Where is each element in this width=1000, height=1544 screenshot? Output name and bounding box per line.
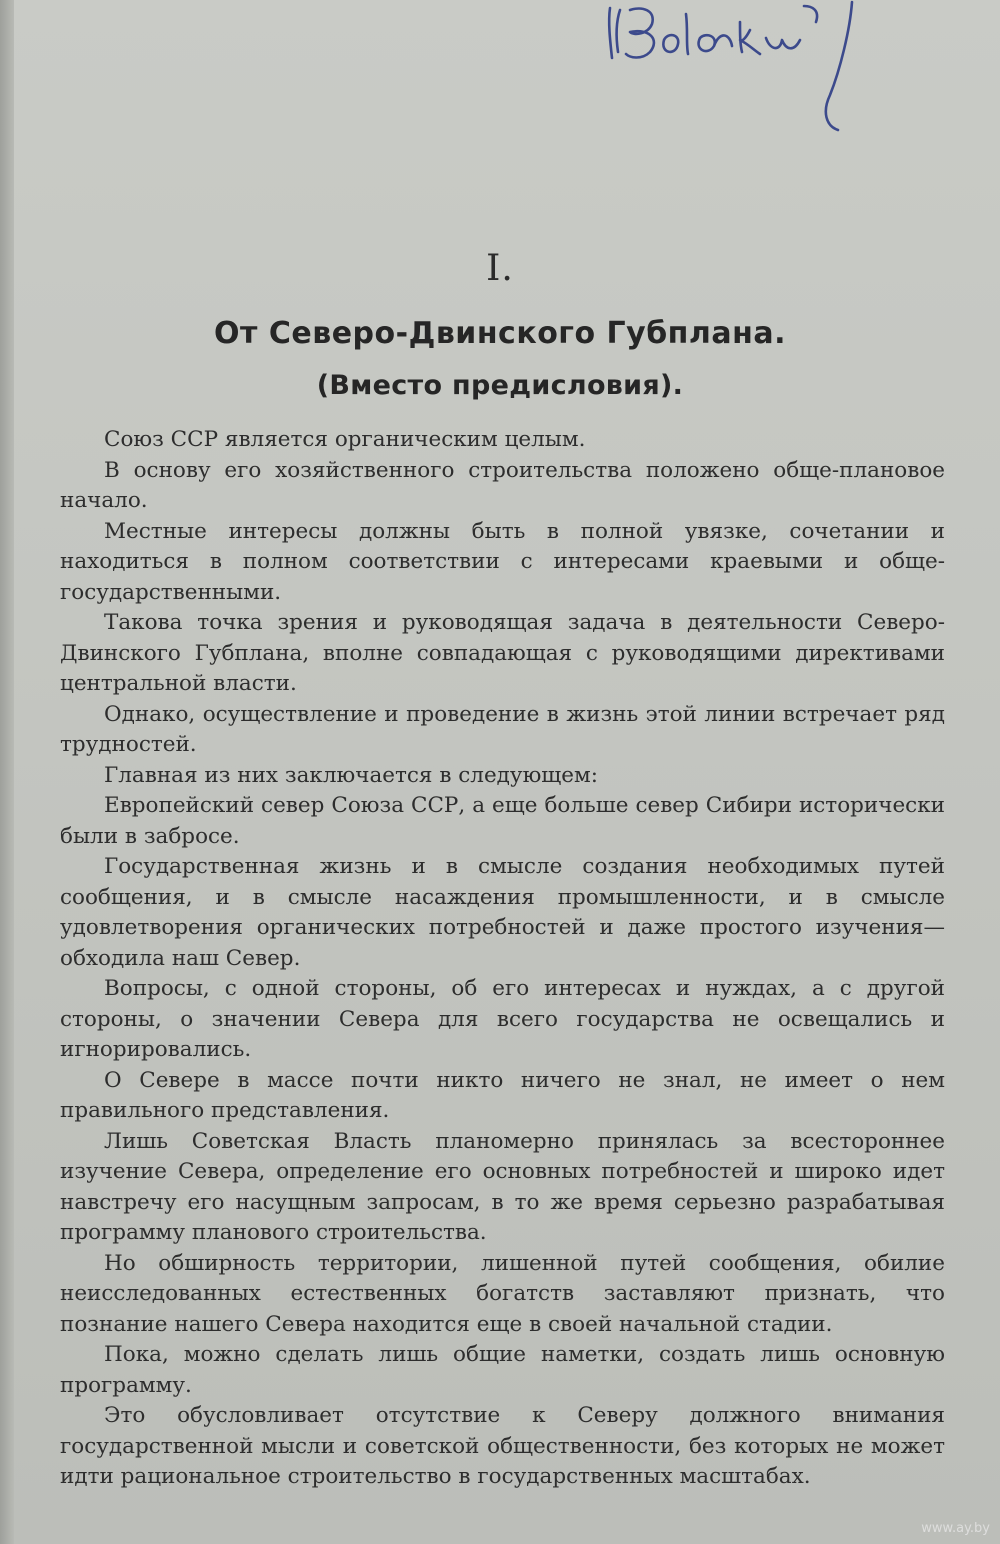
signature-drawing bbox=[590, 0, 890, 140]
chapter-title: От Северо-Двинского Губплана. bbox=[214, 316, 786, 351]
page-edge bbox=[0, 0, 14, 1544]
paragraph: Местные интересы должны быть в полной увязке, сочетании и находиться в полном соответствии с интересами краевыми и обще-государственными. bbox=[60, 518, 945, 605]
paragraph: Однако, осуществление и проведение в жизнь этой линии встречает ряд трудностей. bbox=[60, 701, 945, 757]
paragraph: О Севере в массе почти никто ничего не знал, не имеет о нем правильного представления. bbox=[60, 1067, 945, 1123]
paragraph: Главная из них заключается в следующем: bbox=[104, 762, 598, 788]
paragraph: Союз ССР является органическим целым. bbox=[104, 427, 586, 452]
watermark: www.ay.by bbox=[921, 1521, 990, 1536]
paragraph: Это обусловливает отсутствие к Северу должного внимания государственной мысли и советской общественности, без которых не может идти рациональное строительство в государственных масштабах. bbox=[60, 1403, 945, 1489]
paragraph: Такова точка зрения и руководящая задача в деятельности Северо-Двинского Губплана, вполне совпадающая с руководящими директивами центральной власти. bbox=[60, 610, 945, 696]
paragraph: Государственная жизнь и в смысле создания необходимых путей сообщения, и в смысле насаждения промышленности, и в смысле удовлетворения органических потребностей и даже простого изучения—обходила наш Север. bbox=[60, 854, 945, 971]
handwritten-signature bbox=[590, 0, 890, 140]
paragraph: В основу его хозяйственного строительства положено обще-плановое начало. bbox=[60, 457, 945, 513]
body-text bbox=[60, 425, 945, 1493]
paragraph: Пока, можно сделать лишь общие наметки, создать лишь основную программу. bbox=[60, 1342, 945, 1398]
paragraph: Вопросы, с одной стороны, об его интересах и нуждах, а с другой стороны, о значении Севера для всего государства не освещались и игнорировались. bbox=[60, 976, 945, 1062]
paragraph: Но обширность территории, лишенной путей сообщения, обилие неисследованных естественных богатств заставляют признать, что познание нашего Севера находится еще в своей начальной стадии. bbox=[60, 1250, 945, 1337]
paragraph: Лишь Советская Власть планомерно принялась за всестороннее изучение Севера, определение его основных потребностей и широко идет навстречу его насущным запросам, в то же время серьезно разрабатывая программу планового строительства. bbox=[60, 1128, 945, 1245]
paragraph: Европейский север Союза ССР, а еще больше север Сибири исторически были в забросе. bbox=[60, 793, 945, 849]
chapter-subtitle: (Вместо предисловия). bbox=[316, 370, 684, 401]
chapter-numeral: I. bbox=[486, 248, 514, 289]
